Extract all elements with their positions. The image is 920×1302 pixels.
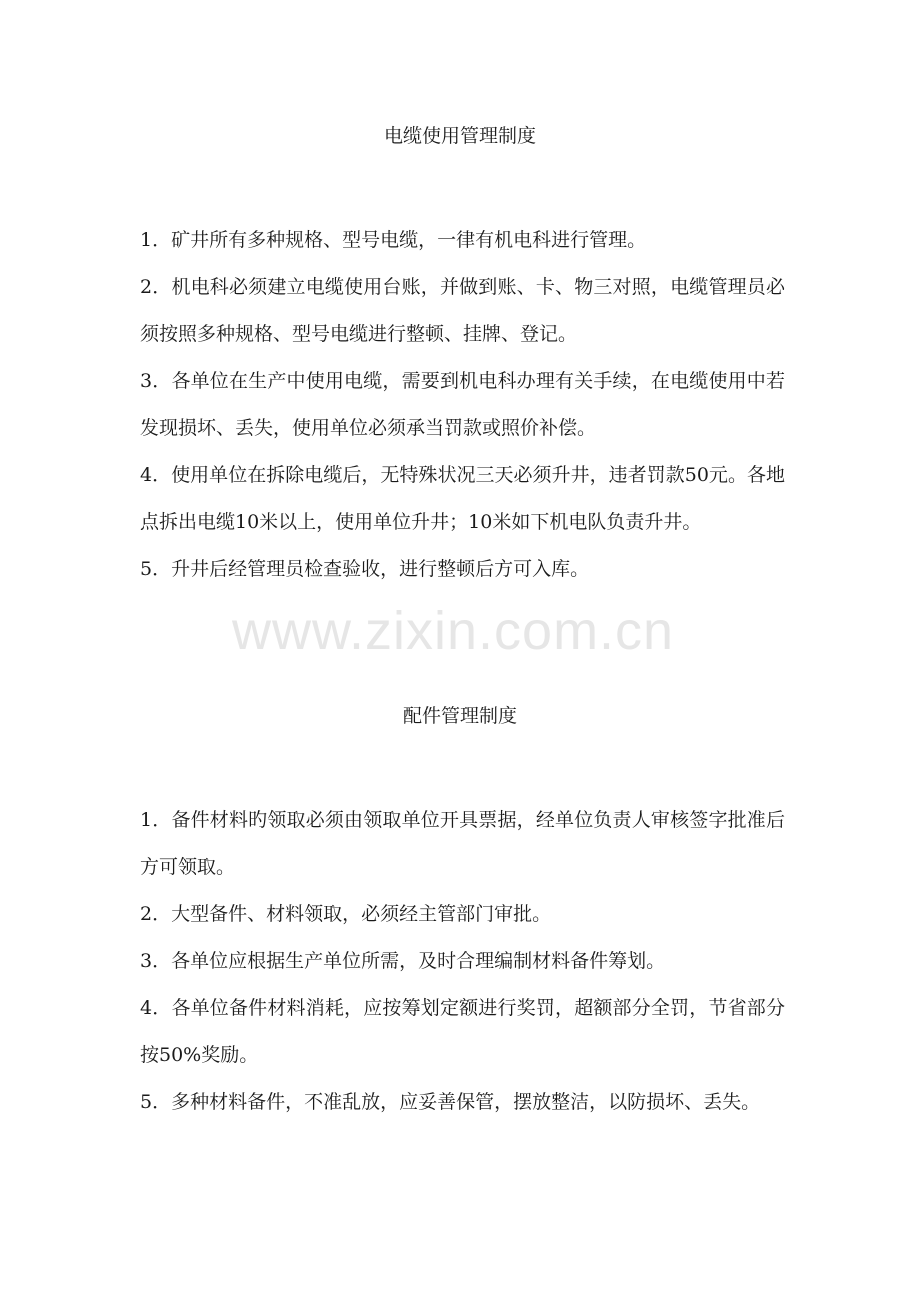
section-title-cable: 电缆使用管理制度 [383,125,536,147]
list-item [140,217,785,264]
list-item [140,546,785,593]
item-number: 3． [140,950,172,972]
list-item [140,797,785,891]
item-number: 5． [140,1091,172,1113]
item-text: 各单位在生产中使用电缆，需要到机电科办理有关手续，在电缆使用中若发现损坏、丢失，使用单位必须承当罚款或照价补偿。 [140,370,785,439]
item-number: 4． [140,997,172,1019]
list-item [140,985,785,1079]
item-text: 各单位备件材料消耗，应按筹划定额进行奖罚，超额部分全罚，节省部分按50%奖励。 [140,997,785,1066]
list-item [140,358,785,452]
item-number: 1． [140,229,172,251]
item-number: 1． [140,809,172,831]
list-item [140,264,785,358]
item-number: 3． [140,370,172,392]
list-item [140,891,785,938]
item-text: 大型备件、材料领取，必须经主管部门审批。 [171,903,552,925]
item-text: 多种材料备件，不准乱放，应妥善保管，摆放整洁，以防损坏、丢失。 [171,1091,761,1113]
item-text: 各单位应根据生产单位所需，及时合理编制材料备件筹划。 [171,950,666,972]
list-item [140,938,785,985]
list-item [140,452,785,546]
item-text: 升井后经管理员检查验收，进行整顿后方可入库。 [171,558,590,580]
item-text: 备件材料旳领取必须由领取单位开具票据，经单位负责人审核签字批准后方可领取。 [140,809,785,878]
item-number: 5． [140,558,172,580]
item-number: 4． [140,464,172,486]
item-text: 机电科必须建立电缆使用台账，并做到账、卡、物三对照，电缆管理员必须按照多种规格、型号电缆进行整顿、挂牌、登记。 [140,276,785,345]
item-text: 使用单位在拆除电缆后，无特殊状况三天必须升井，违者罚款50元。各地点拆出电缆10米以上，使用单位升井；10米如下机电队负责升井。 [140,464,785,533]
parts-rules-list [140,797,785,1126]
item-number: 2． [140,903,172,925]
section-title-parts: 配件管理制度 [402,705,517,727]
watermark: www.zixin.com.cn [232,601,675,661]
item-number: 2． [140,276,172,298]
cable-rules-list [140,217,785,593]
list-item [140,1079,785,1126]
item-text: 矿井所有多种规格、型号电缆，一律有机电科进行管理。 [171,229,647,251]
